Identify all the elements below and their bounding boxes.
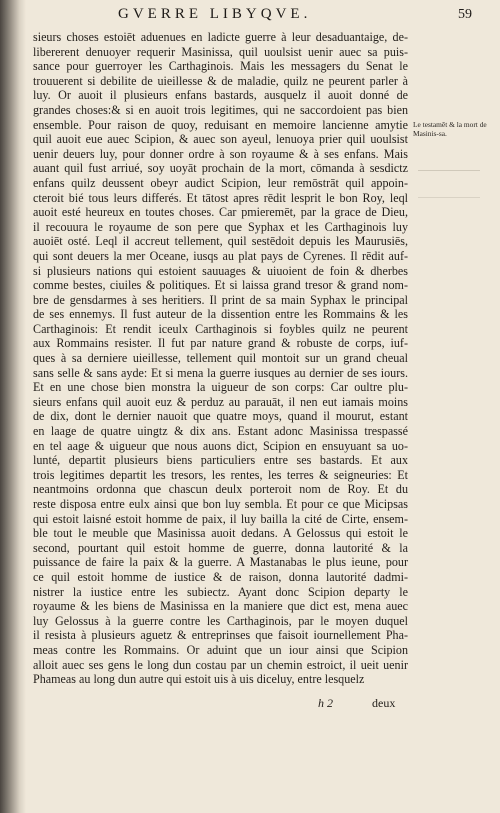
text-line: trouuerent si debilite de uieillesse & de maladie, quilz ne peurent parler à — [33, 73, 408, 88]
text-line: cteroit bié tous leurs differés. Et tātost apres rēdit lesprit le bon Roy, leql — [33, 190, 408, 205]
faint-ink-mark — [418, 170, 480, 198]
text-line: uenir deuers luy, pour donner ordre à son royaume & à ses enfans. Mais — [33, 146, 408, 161]
text-line: ques à sa derniere uieillesse, tellement quil montoit sur un grand cheual — [33, 351, 408, 366]
text-line: nistrer la iustice entre les subiectz. Ayant donc Scipion departy le — [33, 584, 408, 599]
text-line: meas contre les Rommains. Or aduint que un iour ainsi que Scipion — [33, 642, 408, 657]
text-line: sieurs choses estoiēt aduenues en ladicte guerre à leur desaduantaige, de- — [33, 30, 408, 44]
text-line: si plusieurs nations qui estoient sauuages & uiuoient de foin & dherbes — [33, 263, 408, 278]
page-header — [0, 6, 500, 28]
text-line: auoit esté heureux en toutes choses. Car pmieremēt, par la grace de Dieu, — [33, 205, 408, 220]
text-line: libererent denuoyer requerir Masinissa, quil uoulsist uenir auec sa puis- — [33, 44, 408, 59]
text-line: Et en une chose bien monstra la uigueur de son corps: Car oultre plu- — [33, 380, 408, 395]
binding-gutter-shadow — [0, 0, 26, 813]
text-line: aux Rommains resister. Il fut par nature grand & robuste de corps, iuf- — [33, 336, 408, 351]
text-line: Phameas au long dun autre qui estoit uis à uis diceluy, entre lesquelz — [33, 672, 365, 687]
text-line: qui estoit laisné estoit homme de paix, il luy bailla la cité de Cirte, ensem- — [33, 511, 408, 526]
text-line: quil auoit eue auec Scipion, & auec son ayeul, lenuoya prier quil uoulsist — [33, 132, 408, 147]
text-line: bre de gensdarmes à ses heritiers. Il print de sa main Syphax le principal — [33, 292, 408, 307]
text-line: de dix, dont le dernier nauoit que quatre moys, quand il mourut, estant — [33, 409, 408, 424]
text-line: puissance de faire la paix & la guerre. A Mastanabas le plus ieune, pour — [33, 555, 408, 570]
page-footer — [0, 696, 500, 712]
text-line: Carthaginois: Et rendit iceulx Carthaginois si foybles quilz ne peurent — [33, 321, 408, 336]
signature-mark: h 2 — [318, 696, 333, 710]
text-line: sans selle & sans ayde: Et si mena la guerre iusques au dernier de ses iours. — [33, 365, 408, 380]
text-line: lunté, departit plusieurs biens particuliers entre ses bastards. Et aux — [33, 453, 408, 468]
text-line: ensemble. Pour raison de quoy, reduisant en memoire lancienne amytie — [33, 117, 408, 132]
text-line: sieurs enfans quil auoit euz & perduz au parauāt, il nen eut iamais moins — [33, 394, 408, 409]
catchword: deux — [372, 696, 396, 710]
text-line: en tel aage & uigueur que nous auons dict, Scipion en ensuyuant sa uo- — [33, 438, 408, 453]
text-line: royaume & les biens de Masinissa en la maniere que dict est, mena auec — [33, 599, 408, 614]
page-number: 59 — [458, 7, 472, 22]
text-line: auoiēt osté. Leql il accreut tellement, quil sestēdoit depuis les Maurusiēs, — [33, 234, 408, 249]
text-line: de ses ennemys. Il fust auteur de la dissention entre les Rommains & les — [33, 307, 408, 322]
text-line: auant quil fust arriué, soy uoyāt prochain de la mort, cōmanda à sesdictz — [33, 161, 408, 176]
text-line: trois legitimes departit les tresors, les rentes, les terres & seigneuries: Et — [33, 467, 408, 482]
text-line: grandes choses:& si en auoit trois legitimes, qui ne saccordoient pas bien — [33, 102, 408, 117]
text-line: ce quil estoit homme de iustice & de raison, donna lautorité dadmi- — [33, 569, 408, 584]
running-title: GVERRE LIBYQVE. — [118, 6, 312, 22]
text-line: alloit auec ses gens le long dun costau par un chemin estroict, il ueit uenir — [33, 657, 408, 672]
text-line: neantmoins ordonna que chascun deulx porteroit nom de Roy. Et du — [33, 482, 408, 497]
text-line: qui sont deuers la mer Oceane, iusqs au plat pays de Cyrenes. Il rēdit auf- — [33, 248, 408, 263]
text-line: comme bestes, ciuiles & politiques. Et si laissa grand tresor & grand nom- — [33, 278, 408, 293]
text-line: il resista à plusieurs aguetz & entreprinses que faisoit iournellement Pha- — [33, 628, 408, 643]
text-line: luy. Or auoit il plusieurs enfans bastards, ausquelz il auoit donné de — [33, 88, 408, 103]
text-line: en laage de quatre uingtz & dix ans. Estant adonc Masinissa trespassé — [33, 424, 408, 439]
text-line: sance pour guerroyer les Carthaginois. Mais les messagers du Senat le — [33, 59, 408, 74]
text-line: enfans quilz deussent obeyr audict Scipion, leur remōstrāt quil appoin- — [33, 175, 408, 190]
text-line: luy Gelossus à la guerre contre les Carthaginois, par le moyen duquel — [33, 613, 408, 628]
text-line: second, pourtant quil estoit homme de guerre, donna lautorité & la — [33, 540, 408, 555]
text-line: il recouura le royaume de son pere que Syphax et les Carthaginois luy — [33, 219, 408, 234]
margin-note: Le testamēt & la mort de Masinis-sa. — [413, 120, 487, 138]
text-line: ble tout le meuble que Masinissa auoit dedans. A Gelossus qui estoit le — [33, 526, 408, 541]
text-line: reste disposa entre eulx ainsi que bon luy sembla. Et pour ce que Micipsas — [33, 497, 408, 511]
main-text-block — [33, 30, 408, 687]
